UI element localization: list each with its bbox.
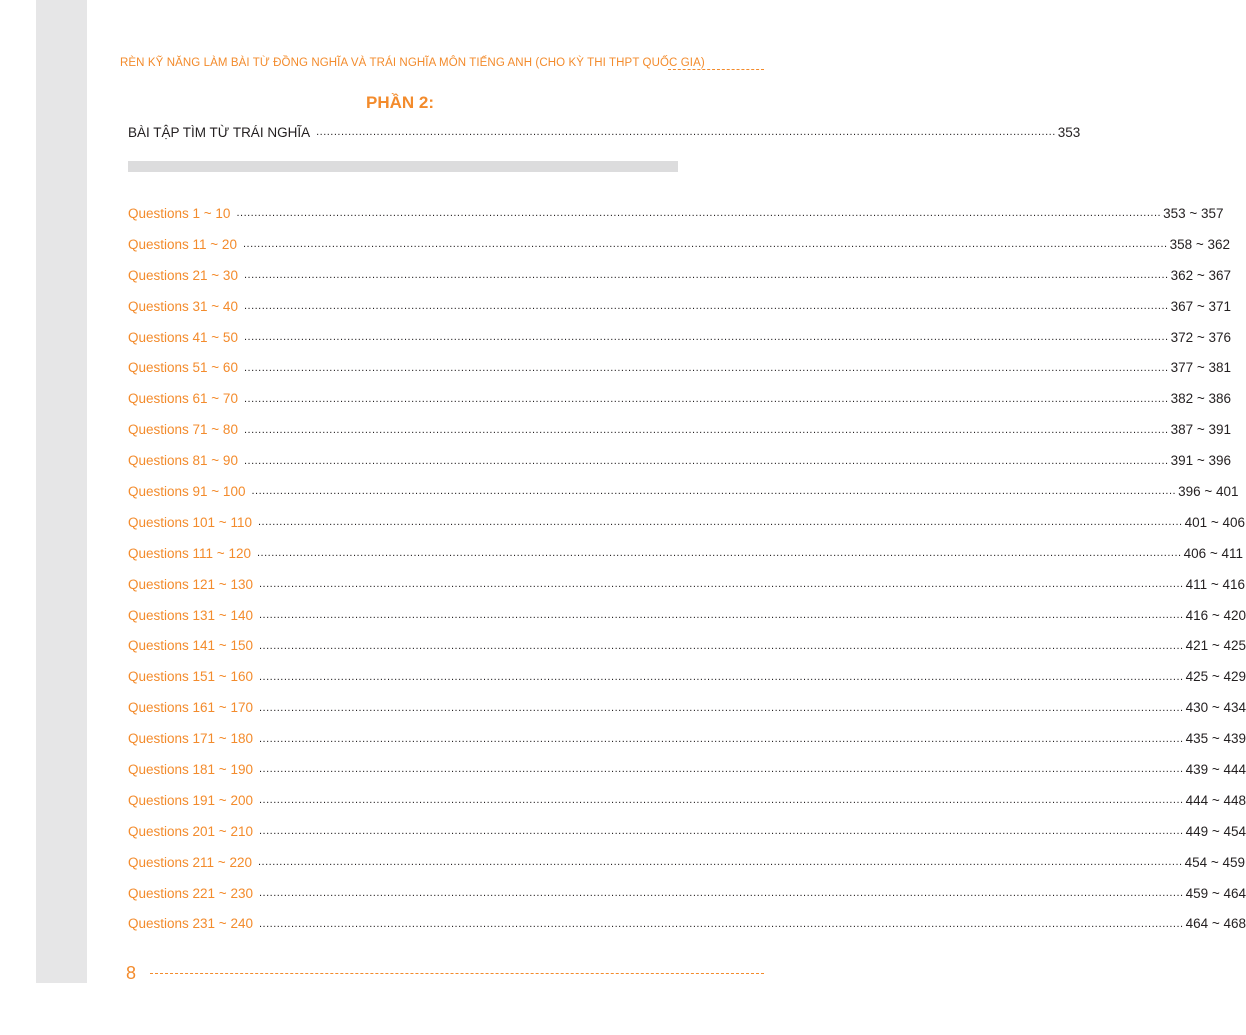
toc-entry[interactable] (128, 692, 1246, 723)
leader-dots: .................................................................................................................................................................................................................................................................... (242, 238, 1168, 251)
toc-entry-label: Questions 91 ~ 100 (128, 483, 246, 499)
leader-dots: .................................................................................................................................................................................................................................................................... (258, 578, 1184, 591)
leader-dots: .................................................................................................................................................................................................................................................................... (251, 485, 1177, 498)
section-title: PHẦN 2: (365, 93, 434, 112)
toc-entry-pages: 391 ~ 396 (1170, 453, 1231, 469)
leader-dots: .................................................................................................................................................................................................................................................................... (258, 701, 1184, 714)
toc-entry[interactable] (128, 291, 1231, 322)
toc-entry[interactable] (128, 847, 1246, 878)
leader-dots: .................................................................................................................................................................................................................................................................... (243, 392, 1169, 405)
leader-dots: .................................................................................................................................................................................................................................................................... (258, 763, 1184, 776)
toc-entry-label: Questions 171 ~ 180 (128, 731, 253, 747)
leader-dots: .................................................................................................................................................................................................................................................................... (258, 887, 1184, 900)
toc-entry[interactable] (128, 569, 1246, 600)
toc-entry-pages: 444 ~ 448 (1185, 792, 1246, 808)
toc-entry[interactable] (128, 414, 1231, 445)
toc-entry-label: Questions 121 ~ 130 (128, 576, 253, 592)
toc-entry-pages: 449 ~ 454 (1185, 823, 1246, 839)
toc-entry-label: Questions 1 ~ 10 (128, 205, 231, 221)
leader-dots: .................................................................................................................................................................................................................................................................... (258, 794, 1184, 807)
toc-entry-label: Questions 31 ~ 40 (128, 298, 238, 314)
part-entry[interactable] (128, 122, 1081, 142)
running-header: RÈN KỸ NĂNG LÀM BÀI TỪ ĐỒNG NGHĨA VÀ TRÁI NGHĨA MÔN TIẾNG ANH (CHO KỲ THI THPT QUỐC GIA) (120, 57, 705, 69)
toc-entry-pages: 367 ~ 371 (1170, 298, 1231, 314)
toc-entry[interactable] (128, 229, 1230, 260)
leader-dots: .................................................................................................................................................................................................................................................................... (236, 207, 1162, 220)
toc-entry-pages: 421 ~ 425 (1185, 638, 1246, 654)
leader-dots: .................................................................................................................................................................................................................................................................... (258, 639, 1184, 652)
toc-entry[interactable] (128, 630, 1246, 661)
leader-dots: .................................................................................................................................................................................................................................................................... (258, 670, 1184, 683)
toc-entry-label: Questions 101 ~ 110 (128, 514, 252, 530)
leader-dots: .................................................................................................................................................................................................................................................................... (257, 516, 1183, 529)
toc-entry-label: Questions 221 ~ 230 (128, 885, 253, 901)
toc-entry-pages: 459 ~ 464 (1185, 885, 1246, 901)
toc-entry-label: Questions 41 ~ 50 (128, 329, 238, 345)
toc-entry-label: Questions 51 ~ 60 (128, 360, 238, 376)
leader-dots: .................................................................................................................................................................................................................................................................... (243, 423, 1169, 436)
toc-entry-pages: 362 ~ 367 (1170, 267, 1231, 283)
page-number: 8 (126, 963, 137, 983)
toc-entry-label: Questions 161 ~ 170 (128, 700, 253, 716)
toc-entry-pages: 435 ~ 439 (1185, 731, 1246, 747)
leader-dots: .................................................................................................................................................................................................................................................................... (243, 361, 1169, 374)
divider-bar (128, 161, 678, 172)
toc-entry-label: Questions 21 ~ 30 (128, 267, 238, 283)
toc-entry[interactable] (128, 816, 1246, 847)
toc-entry-label: Questions 181 ~ 190 (128, 761, 253, 777)
leader-dots: .................................................................................................................................................................................................................................................................... (257, 856, 1183, 869)
toc-entry-label: Questions 111 ~ 120 (128, 545, 251, 561)
toc-entry-label: Questions 81 ~ 90 (128, 453, 238, 469)
toc-entry-pages: 430 ~ 434 (1185, 700, 1246, 716)
toc-entry[interactable] (128, 260, 1231, 291)
toc-entry-pages: 411 ~ 416 (1185, 576, 1246, 592)
part-page: 353 (1057, 124, 1081, 140)
toc-entry-pages: 401 ~ 406 (1184, 514, 1246, 530)
toc-entry[interactable] (128, 661, 1246, 692)
toc-entry-pages: 377 ~ 381 (1170, 360, 1231, 376)
toc-entry-label: Questions 191 ~ 200 (128, 792, 253, 808)
leader-dots: .................................................................................................................................................................................................................................................................... (258, 609, 1184, 622)
toc-entry[interactable] (128, 538, 1244, 569)
toc-entry-label: Questions 131 ~ 140 (128, 607, 253, 623)
toc-entry[interactable] (128, 878, 1246, 909)
toc-entry-pages: 382 ~ 386 (1170, 391, 1231, 407)
toc-entry-label: Questions 211 ~ 220 (128, 854, 252, 870)
toc-entry-label: Questions 11 ~ 20 (128, 236, 237, 252)
leader-dots: .................................................................................................................................................................................................................................................................... (258, 825, 1184, 838)
toc-entry-pages: 372 ~ 376 (1170, 329, 1231, 345)
toc-entry-pages: 353 ~ 357 (1163, 205, 1224, 221)
leader-dots: .................................................................................................................................................................................................................................................................... (243, 331, 1169, 343)
toc-entry-pages: 464 ~ 468 (1185, 916, 1246, 932)
toc-entry-label: Questions 151 ~ 160 (128, 669, 253, 685)
toc-entry[interactable] (128, 754, 1246, 785)
part-label: BÀI TẬP TÌM TỪ TRÁI NGHĨA (128, 124, 311, 140)
leader-dots: .................................................................................................................................................................................................................................................................... (258, 732, 1184, 745)
toc-entry-label: Questions 231 ~ 240 (128, 916, 253, 932)
toc-entry-pages: 406 ~ 411 (1183, 545, 1244, 561)
leader-dots: .................................................................................................................................................................................................................................................................... (243, 269, 1169, 282)
toc-entry[interactable] (128, 600, 1246, 631)
side-band (36, 0, 87, 983)
toc-entry[interactable] (128, 476, 1239, 507)
toc-entry-pages: 454 ~ 459 (1184, 854, 1246, 870)
leader-dots: .................................................................................................................................................................................................................................................................... (243, 300, 1169, 313)
toc-entry[interactable] (128, 908, 1246, 939)
toc-entry-label: Questions 141 ~ 150 (128, 638, 253, 654)
toc-entry[interactable] (128, 352, 1231, 383)
leader-dots: .................................................................................................................................................................................................................................................................... (256, 547, 1182, 560)
toc-entry-label: Questions 61 ~ 70 (128, 391, 238, 407)
toc-list (128, 198, 1246, 939)
toc-entry[interactable] (128, 445, 1231, 476)
toc-entry[interactable] (128, 322, 1231, 353)
toc-entry-pages: 396 ~ 401 (1178, 483, 1239, 499)
header-dashed-rule (668, 69, 764, 70)
toc-entry-pages: 425 ~ 429 (1185, 669, 1246, 685)
footer-dashed-rule (150, 973, 764, 974)
leader-dots: ................................................................................................................................................................................................................ (316, 126, 1056, 138)
toc-entry[interactable] (128, 383, 1231, 414)
toc-entry[interactable] (128, 723, 1246, 754)
leader-dots: .................................................................................................................................................................................................................................................................... (243, 454, 1169, 467)
toc-entry-pages: 358 ~ 362 (1169, 236, 1230, 252)
toc-entry-pages: 439 ~ 444 (1185, 761, 1246, 777)
toc-entry-label: Questions 71 ~ 80 (128, 422, 238, 438)
toc-entry[interactable] (128, 198, 1224, 229)
toc-entry[interactable] (128, 507, 1246, 538)
leader-dots: .................................................................................................................................................................................................................................................................... (258, 917, 1184, 930)
toc-entry-pages: 387 ~ 391 (1170, 422, 1231, 438)
toc-entry-pages: 416 ~ 420 (1185, 607, 1246, 623)
toc-entry-label: Questions 201 ~ 210 (128, 823, 253, 839)
toc-entry[interactable] (128, 785, 1246, 816)
